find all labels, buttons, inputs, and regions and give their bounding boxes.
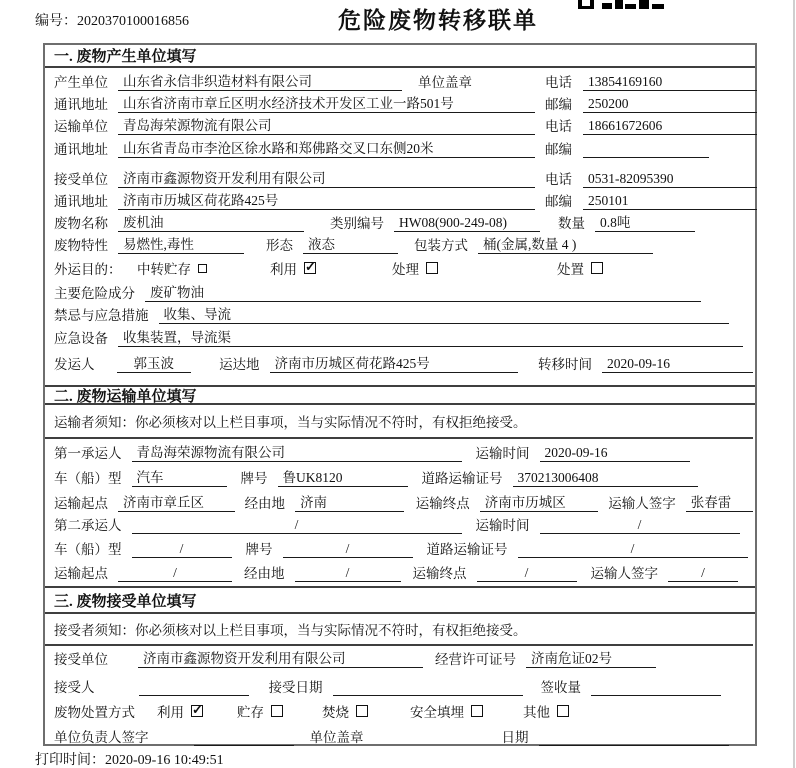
carrier1-label: 第一承运人 (54, 446, 122, 461)
disposal-use-checkbox (191, 705, 203, 717)
receiver-address-value: 济南市历城区荷花路425号 (118, 191, 535, 210)
route1-sign-value: 张春雷 (686, 493, 753, 512)
manifest-form (43, 43, 757, 746)
producer-label: 产生单位 (54, 75, 108, 90)
waste-traits-value: 易燃性,毒性 (118, 235, 244, 254)
receiver-phone-label: 电话 (545, 172, 572, 187)
accept-date-value (333, 677, 523, 696)
accept-qty-label: 签收量 (540, 680, 581, 695)
row-carrier1 (45, 441, 753, 463)
producer-zip-label: 邮编 (545, 97, 572, 112)
carrier2-value: / (132, 515, 462, 534)
qr-code-fragment (578, 0, 664, 9)
receiver-value: 济南市鑫源物资开发利用有限公司 (118, 169, 535, 188)
disposal-option-landfill-label: 安全填埋 (410, 705, 464, 720)
accept-license-label: 经营许可证号 (435, 652, 516, 667)
carrier1-time-label: 运输时间 (475, 446, 530, 461)
disposal-option-other (523, 701, 569, 721)
vehicle1-license-label: 道路运输证号 (421, 471, 503, 486)
receiver-notice: 接受者须知：你必须核对以上栏目事项，当与实际情况不符时，有权拒绝接受。 (45, 614, 753, 646)
hazard-label: 主要危险成分 (54, 286, 135, 301)
disposal-option-landfill (410, 701, 483, 721)
disposal-option-other-label: 其他 (523, 705, 550, 720)
transporter-notice: 运输者须知：你必须核对以上栏目事项，当与实际情况不符时，有权拒绝接受。 (45, 405, 753, 439)
row-waste-traits (45, 233, 753, 255)
row-equipment (45, 326, 753, 348)
accept-license-value: 济南危证02号 (526, 649, 656, 668)
disposal-option-use-label: 利用 (157, 705, 184, 720)
transporter-address-label: 通讯地址 (54, 142, 108, 157)
route1-via-label: 经由地 (244, 496, 286, 511)
transporter-label: 运输单位 (54, 119, 108, 134)
serial-label: 编号： (35, 14, 77, 29)
vehicle2-license-label: 道路运输证号 (426, 542, 508, 557)
disposal-option-use (157, 701, 203, 721)
sign-date-value (539, 727, 729, 746)
dispatch-dest-value: 济南市历城区荷花路425号 (270, 354, 518, 373)
accept-unit-label: 接受单位 (54, 652, 108, 667)
purpose-label: 外运目的： (54, 262, 122, 277)
purpose-option-treat (392, 258, 438, 278)
route1-sign-label: 运输人签字 (608, 496, 676, 511)
waste-category-value: HW08(900-249-08) (394, 213, 540, 232)
vehicle1-value: 汽车 (132, 468, 227, 487)
dispatch-time-value: 2020-09-16 (602, 354, 753, 373)
route2-sign-value: / (668, 563, 738, 582)
receiver-zip-label: 邮编 (545, 194, 572, 209)
purpose-option-use (270, 258, 316, 278)
transporter-zip-value (583, 139, 709, 158)
dispatch-time-label: 转移时间 (537, 357, 592, 372)
purpose-option-dispose-label: 处置 (557, 262, 584, 277)
disposal-option-store (237, 701, 283, 721)
row-responsible-sign (45, 725, 753, 747)
taboo-label: 禁忌与应急措施 (54, 308, 149, 323)
row-route2 (45, 561, 753, 583)
equipment-value: 收集装置，导流渠 (118, 328, 743, 347)
dispatch-label: 发运人 (54, 357, 95, 372)
purpose-option-dispose (557, 258, 603, 278)
vehicle1-label: 车（船）型 (54, 471, 122, 486)
waste-form-label: 形态 (266, 238, 293, 253)
route1-end-value: 济南市历城区 (480, 493, 599, 512)
waste-traits-label: 废物特性 (54, 238, 108, 253)
row-receiver (45, 167, 753, 189)
route2-via-label: 经由地 (244, 566, 285, 581)
row-disposal (45, 700, 753, 722)
vehicle2-plate-value: / (283, 539, 413, 558)
serial-value: 2020370100016856 (77, 14, 189, 29)
producer-zip-value: 250200 (583, 94, 757, 113)
waste-pack-value: 桶(金属,数量 4 ) (478, 235, 653, 254)
vehicle2-license-value: / (518, 539, 748, 558)
vehicle1-plate-label: 牌号 (240, 471, 268, 486)
disposal-label: 废物处置方式 (54, 705, 135, 720)
row-accept-unit (45, 647, 753, 669)
purpose-option-use-label: 利用 (270, 262, 297, 277)
purpose-dispose-checkbox (591, 262, 603, 274)
taboo-value: 收集、导流 (159, 305, 729, 324)
vehicle1-license-value: 370213006408 (513, 468, 698, 487)
unit-seal-label: 单位盖章 (309, 730, 364, 745)
receiver-label: 接受单位 (54, 172, 108, 187)
route1-start-value: 济南市章丘区 (118, 493, 235, 512)
carrier2-label: 第二承运人 (54, 518, 122, 533)
vehicle2-plate-label: 牌号 (245, 542, 273, 557)
carrier2-time-label: 运输时间 (475, 518, 530, 533)
purpose-treat-checkbox (426, 262, 438, 274)
producer-value: 山东省永信非织造材料有限公司 (118, 72, 402, 91)
purpose-option-treat-label: 处理 (392, 262, 419, 277)
purpose-option-transfer-label: 中转贮存 (137, 262, 191, 277)
row-transporter-address (45, 137, 753, 159)
producer-phone-label: 电话 (545, 75, 572, 90)
route2-start-value: / (118, 563, 232, 582)
carrier2-time-value: / (540, 515, 740, 534)
responsible-sign-value (194, 727, 294, 746)
waste-qty-label: 数量 (558, 216, 585, 231)
accept-date-label: 接受日期 (268, 680, 323, 695)
print-time-value: 2020-09-16 10:49:51 (105, 753, 224, 768)
vehicle2-label: 车（船）型 (54, 542, 122, 557)
transporter-zip-label: 邮编 (545, 142, 572, 157)
disposal-option-burn (322, 701, 368, 721)
transporter-phone-label: 电话 (545, 119, 572, 134)
accept-person-value (139, 677, 249, 696)
route2-end-value: / (477, 563, 577, 582)
row-route1 (45, 491, 753, 513)
waste-category-label: 类别编号 (330, 216, 384, 231)
row-producer (45, 70, 753, 92)
route1-end-label: 运输终点 (415, 496, 470, 511)
section3-header: 三. 废物接受单位填写 (45, 586, 755, 614)
accept-person-label: 接受人 (54, 680, 95, 695)
row-receiver-address (45, 189, 753, 211)
row-purpose (45, 257, 753, 279)
route2-end-label: 运输终点 (412, 566, 467, 581)
disposal-other-checkbox (557, 705, 569, 717)
row-vehicle2 (45, 537, 753, 559)
seal-label: 单位盖章 (418, 75, 472, 90)
waste-name-value: 废机油 (118, 213, 304, 232)
dispatch-dest-label: 运达地 (219, 357, 260, 372)
row-transporter (45, 114, 753, 136)
row-waste-name (45, 211, 753, 233)
row-accept-person (45, 675, 753, 697)
waste-name-label: 废物名称 (54, 216, 108, 231)
route2-start-label: 运输起点 (54, 566, 108, 581)
disposal-store-checkbox (271, 705, 283, 717)
row-producer-address (45, 92, 753, 114)
receiver-address-label: 通讯地址 (54, 194, 108, 209)
receiver-zip-value: 250101 (583, 191, 757, 210)
disposal-option-burn-label: 焚烧 (322, 705, 349, 720)
print-time-label: 打印时间： (35, 753, 105, 768)
transporter-address-value: 山东省青岛市李沧区徐水路和郑佛路交叉口东侧20米 (118, 139, 535, 158)
accept-qty-value (591, 677, 721, 696)
print-time (35, 749, 224, 768)
accept-unit-value: 济南市鑫源物资开发利用有限公司 (138, 649, 423, 668)
receiver-phone-value: 0531-82095390 (583, 169, 757, 188)
row-carrier2 (45, 513, 753, 535)
route1-start-label: 运输起点 (54, 496, 108, 511)
disposal-burn-checkbox (356, 705, 368, 717)
producer-address-label: 通讯地址 (54, 97, 108, 112)
page-title: 危险废物转移联单 (338, 8, 538, 33)
waste-pack-label: 包装方式 (414, 238, 468, 253)
disposal-landfill-checkbox (471, 705, 483, 717)
purpose-option-transfer (137, 258, 207, 278)
page-right-edge (793, 0, 795, 768)
row-vehicle1 (45, 466, 753, 488)
dispatch-name: 郭玉波 (117, 354, 192, 373)
row-taboo (45, 303, 753, 325)
vehicle2-value: / (132, 539, 232, 558)
route2-via-value: / (295, 563, 401, 582)
section1-header: 一. 废物产生单位填写 (45, 45, 755, 68)
hazard-value: 废矿物油 (145, 283, 701, 302)
purpose-use-checkbox (304, 262, 316, 274)
sign-date-label: 日期 (501, 730, 529, 745)
section2-header: 二. 废物运输单位填写 (45, 385, 755, 405)
producer-address-value: 山东省济南市章丘区明水经济技术开发区工业一路501号 (118, 94, 535, 113)
waste-qty-value: 0.8吨 (595, 213, 695, 232)
vehicle1-plate-value: 鲁UK8120 (278, 468, 408, 487)
disposal-option-store-label: 贮存 (237, 705, 264, 720)
route1-via-value: 济南 (295, 493, 404, 512)
responsible-sign-label: 单位负责人签字 (54, 730, 149, 745)
row-dispatch (45, 352, 753, 374)
row-hazard (45, 281, 753, 303)
serial-number (35, 10, 189, 30)
purpose-transfer-checkbox (198, 264, 207, 273)
carrier1-value: 青岛海荣源物流有限公司 (132, 443, 462, 462)
transporter-value: 青岛海荣源物流有限公司 (118, 116, 535, 135)
route2-sign-label: 运输人签字 (590, 566, 658, 581)
producer-phone-value: 13854169160 (583, 72, 757, 91)
carrier1-time-value: 2020-09-16 (540, 443, 690, 462)
equipment-label: 应急设备 (54, 331, 108, 346)
waste-form-value: 液态 (303, 235, 398, 254)
transporter-phone-value: 18661672606 (583, 116, 757, 135)
